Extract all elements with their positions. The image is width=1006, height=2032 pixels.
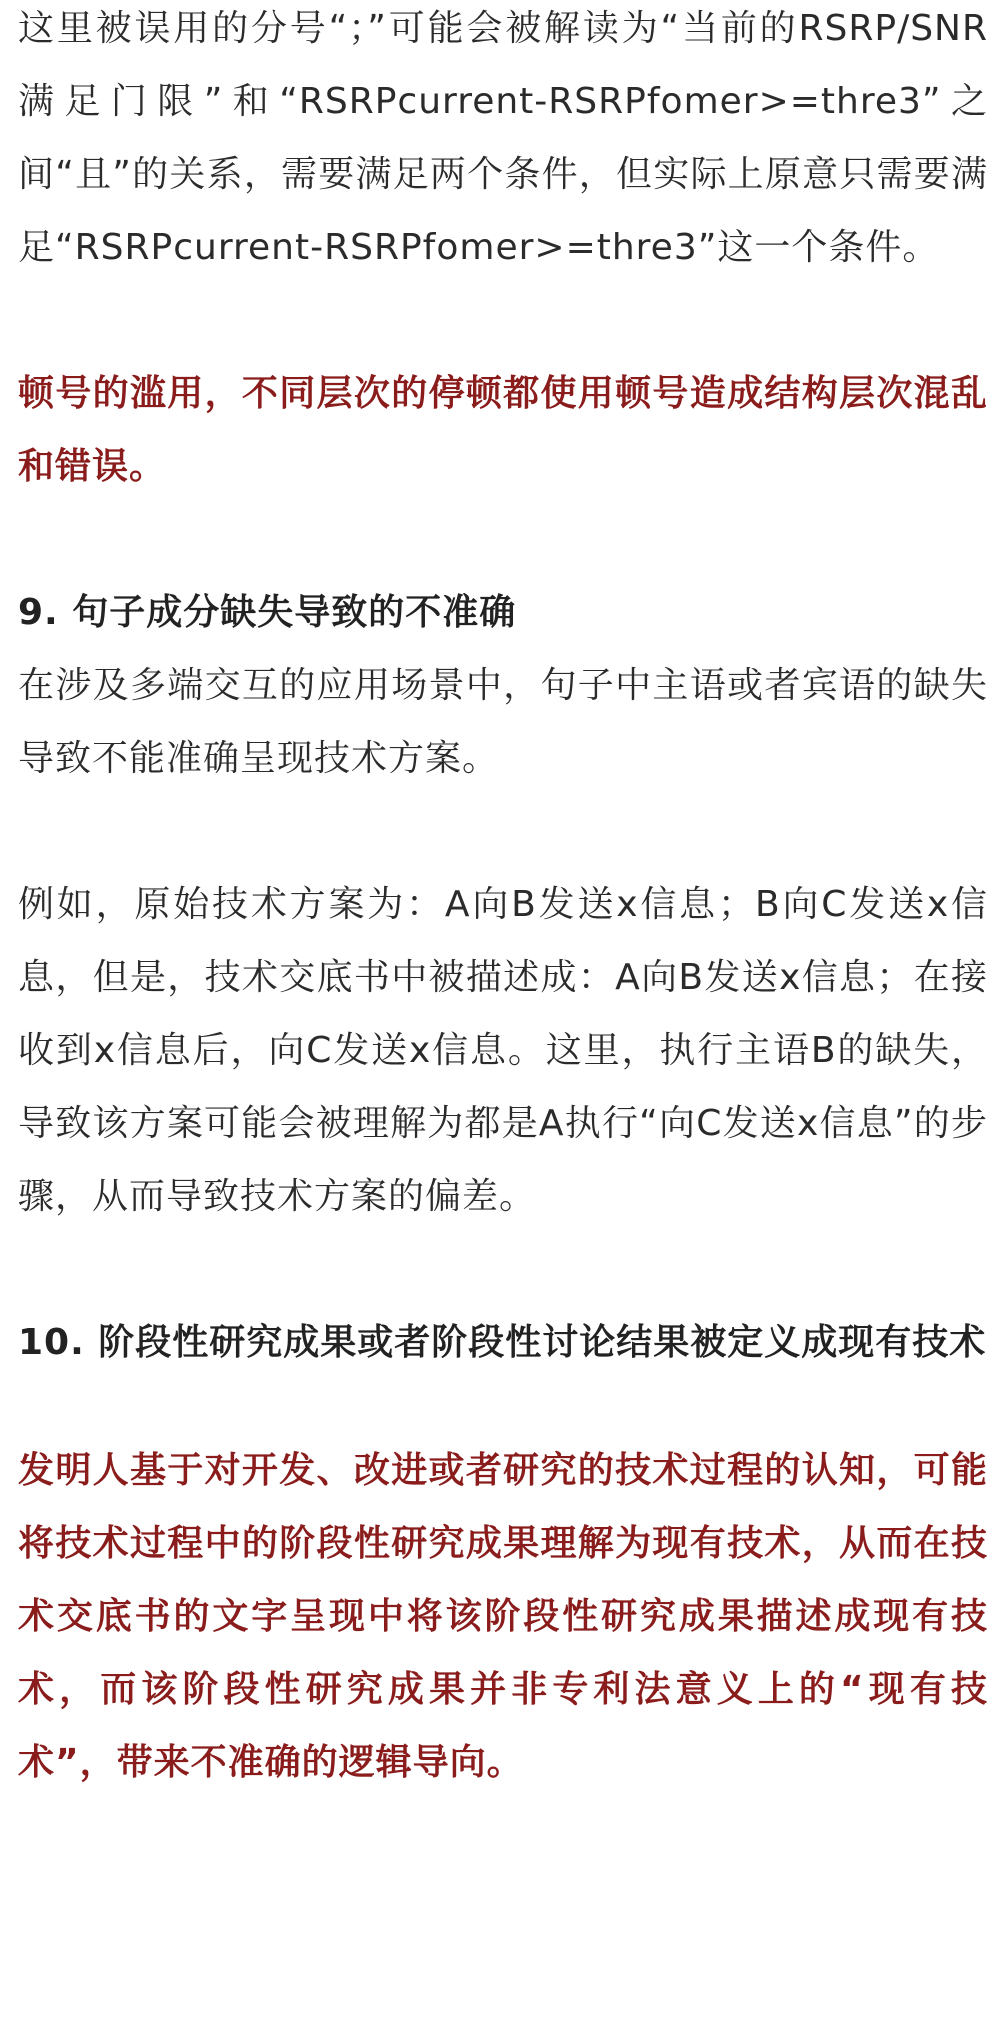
section-heading-10: 10. 阶段性研究成果或者阶段性讨论结果被定义成现有技术 bbox=[18, 1322, 987, 1363]
paragraph-semicolon-misuse: 这里被误用的分号“；”可能会被解读为“当前的RSRP/SNR满足门限”和“RSRPcurrent-RSRPfomer>=thre3”之间“且”的关系，需要满足两个条件，但实际上原意只需要满足“RSRPcurrent-RSRPfomer>=thre3”这一个条件。 bbox=[18, 8, 988, 268]
paragraph-example: 例如，原始技术方案为：A向B发送x信息；B向C发送x信息，但是，技术交底书中被描述成：A向B发送x信息；在接收到x信息后，向C发送x信息。这里，执行主语B的缺失，导致该方案可能会被理解为都是A执行“向C发送x信息”的步骤，从而导致技术方案的偏差。 bbox=[18, 884, 988, 1217]
spacer bbox=[18, 795, 988, 868]
section-heading-9: 9. 句子成分缺失导致的不准确 bbox=[18, 592, 517, 633]
spacer bbox=[18, 1379, 988, 1434]
highlight-prior-art: 发明人基于对开发、改进或者研究的技术过程的认知，可能将技术过程中的阶段性研究成果理解为现有技术，从而在技术交底书的文字呈现中将该阶段性研究成果描述成现有技术，而该阶段性研究成果并非专利法意义上的“现有技术”，带来不准确的逻辑导向。 bbox=[18, 1450, 988, 1783]
highlight-comma-misuse: 顿号的滥用，不同层次的停顿都使用顿号造成结构层次混乱和错误。 bbox=[18, 373, 988, 487]
spacer bbox=[18, 503, 988, 576]
paragraph-missing-subject: 在涉及多端交互的应用场景中，句子中主语或者宾语的缺失导致不能准确呈现技术方案。 bbox=[18, 665, 988, 779]
spacer bbox=[18, 1233, 988, 1306]
spacer bbox=[18, 284, 988, 357]
